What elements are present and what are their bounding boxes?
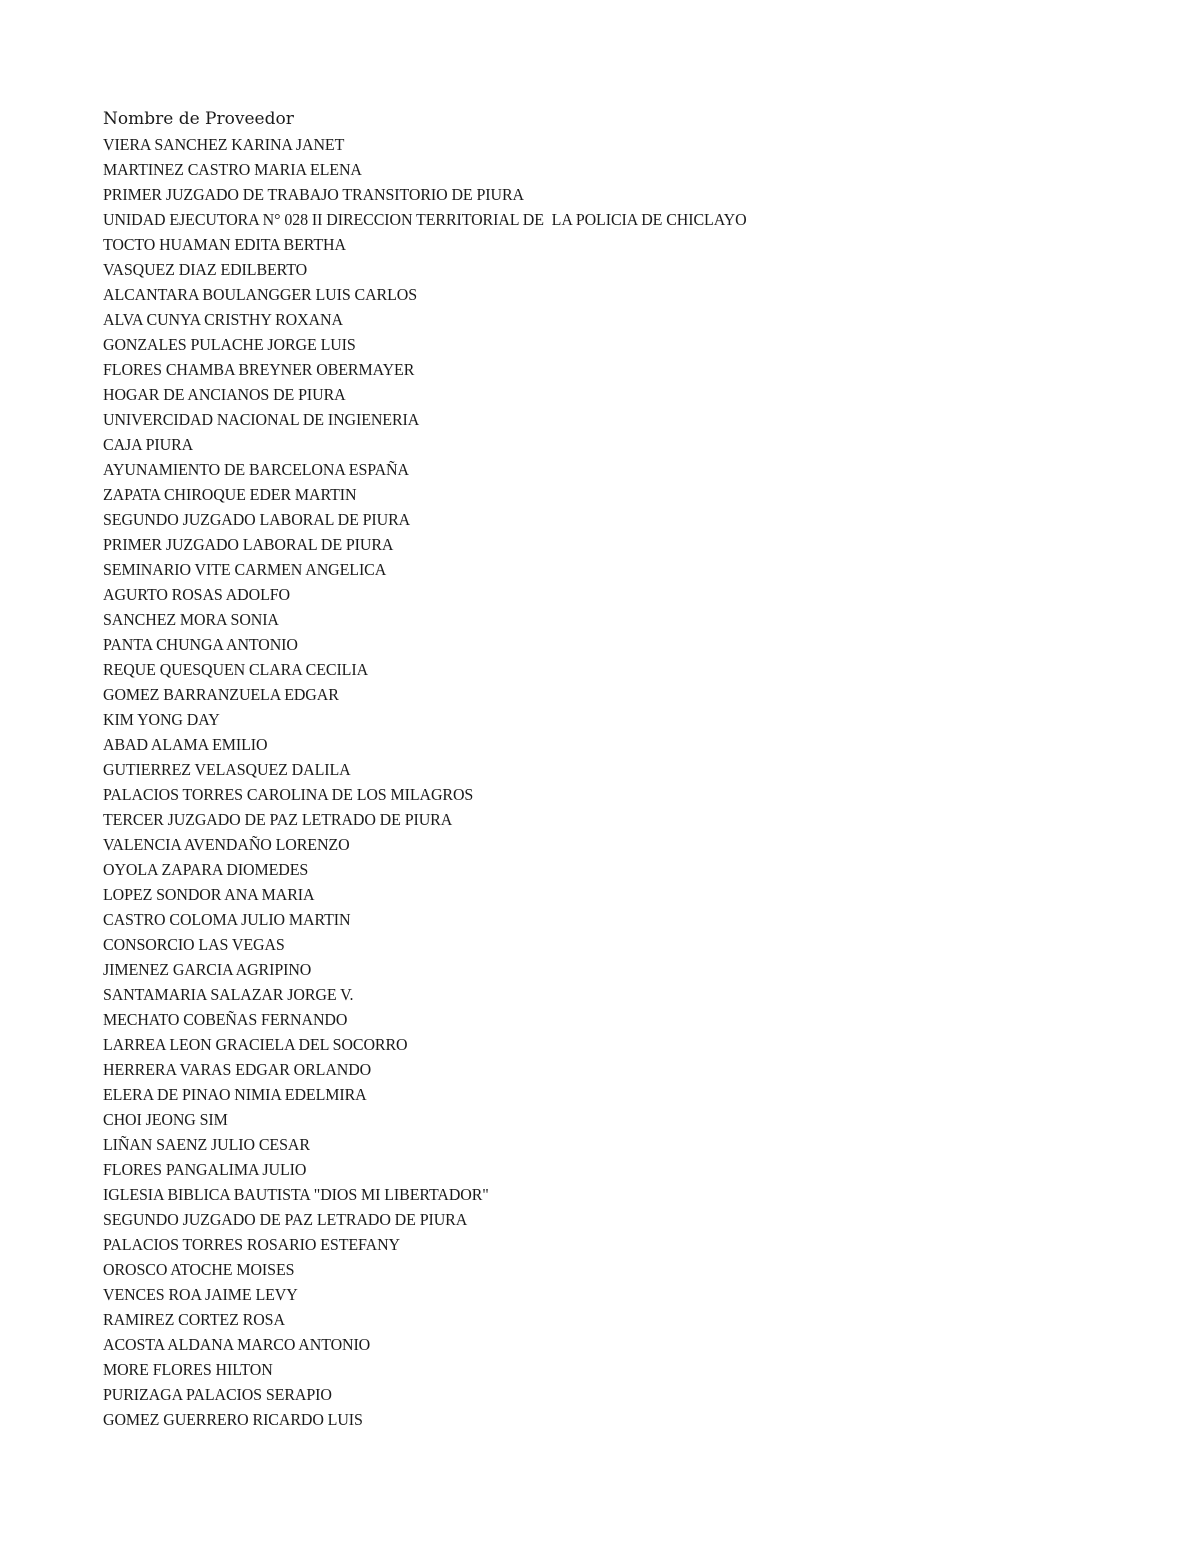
provider-name: HOGAR DE ANCIANOS DE PIURA	[103, 385, 346, 404]
provider-name: TERCER JUZGADO DE PAZ LETRADO DE PIURA	[103, 810, 453, 829]
provider-name: GOMEZ BARRANZUELA EDGAR	[103, 685, 339, 704]
provider-name: SEGUNDO JUZGADO DE PAZ LETRADO DE PIURA	[103, 1210, 468, 1229]
provider-name: UNIDAD EJECUTORA N° 028 II DIRECCION TERRITORIAL DE LA POLICIA DE CHICLAYO	[103, 210, 747, 229]
provider-name: PURIZAGA PALACIOS SERAPIO	[103, 1385, 332, 1404]
provider-name: SANTAMARIA SALAZAR JORGE V.	[103, 985, 354, 1004]
provider-name: OYOLA ZAPARA DIOMEDES	[103, 860, 309, 879]
provider-name: HERRERA VARAS EDGAR ORLANDO	[103, 1060, 372, 1079]
provider-name: UNIVERCIDAD NACIONAL DE INGIENERIA	[103, 410, 420, 429]
provider-name: CAJA PIURA	[103, 435, 194, 454]
provider-name: PRIMER JUZGADO DE TRABAJO TRANSITORIO DE PIURA	[103, 185, 524, 204]
provider-name: LARREA LEON GRACIELA DEL SOCORRO	[103, 1035, 408, 1054]
provider-name: VASQUEZ DIAZ EDILBERTO	[103, 260, 308, 279]
provider-name: RAMIREZ CORTEZ ROSA	[103, 1310, 285, 1329]
provider-name: ABAD ALAMA EMILIO	[103, 735, 268, 754]
provider-list	[103, 107, 788, 1432]
provider-name: ACOSTA ALDANA MARCO ANTONIO	[103, 1335, 371, 1354]
provider-name: ALCANTARA BOULANGGER LUIS CARLOS	[103, 285, 418, 304]
provider-name: VENCES ROA JAIME LEVY	[103, 1285, 298, 1304]
provider-name: GUTIERREZ VELASQUEZ DALILA	[103, 760, 351, 779]
provider-name: LIÑAN SAENZ JULIO CESAR	[103, 1135, 310, 1154]
provider-name: FLORES PANGALIMA JULIO	[103, 1160, 307, 1179]
provider-name: CHOI JEONG SIM	[103, 1110, 228, 1129]
provider-name: REQUE QUESQUEN CLARA CECILIA	[103, 660, 369, 679]
provider-name: PALACIOS TORRES ROSARIO ESTEFANY	[103, 1235, 400, 1254]
provider-rows	[103, 132, 788, 1432]
provider-name: SANCHEZ MORA SONIA	[103, 610, 279, 629]
provider-name: KIM YONG DAY	[103, 710, 220, 729]
provider-name: ALVA CUNYA CRISTHY ROXANA	[103, 310, 343, 329]
provider-name: PRIMER JUZGADO LABORAL DE PIURA	[103, 535, 394, 554]
provider-name: MECHATO COBEÑAS FERNANDO	[103, 1010, 348, 1029]
provider-name: JIMENEZ GARCIA AGRIPINO	[103, 960, 312, 979]
provider-name: CONSORCIO LAS VEGAS	[103, 935, 285, 954]
provider-name: LOPEZ SONDOR ANA MARIA	[103, 885, 315, 904]
provider-name: MARTINEZ CASTRO MARIA ELENA	[103, 160, 362, 179]
provider-name: GOMEZ GUERRERO RICARDO LUIS	[103, 1410, 363, 1429]
provider-name: PALACIOS TORRES CAROLINA DE LOS MILAGROS	[103, 785, 474, 804]
provider-name: ELERA DE PINAO NIMIA EDELMIRA	[103, 1085, 367, 1104]
provider-name: VIERA SANCHEZ KARINA JANET	[103, 135, 345, 154]
provider-name: VALENCIA AVENDAÑO LORENZO	[103, 835, 350, 854]
provider-name: AGURTO ROSAS ADOLFO	[103, 585, 290, 604]
provider-name: FLORES CHAMBA BREYNER OBERMAYER	[103, 360, 415, 379]
provider-name: ZAPATA CHIROQUE EDER MARTIN	[103, 485, 357, 504]
provider-name: CASTRO COLOMA JULIO MARTIN	[103, 910, 351, 929]
provider-name: OROSCO ATOCHE MOISES	[103, 1260, 295, 1279]
column-header: Nombre de Proveedor	[103, 109, 294, 129]
provider-name: TOCTO HUAMAN EDITA BERTHA	[103, 235, 346, 254]
provider-name: SEGUNDO JUZGADO LABORAL DE PIURA	[103, 510, 411, 529]
provider-name: GONZALES PULACHE JORGE LUIS	[103, 335, 356, 354]
provider-name: PANTA CHUNGA ANTONIO	[103, 635, 298, 654]
provider-name: IGLESIA BIBLICA BAUTISTA "DIOS MI LIBERTADOR"	[103, 1185, 489, 1204]
provider-name: AYUNAMIENTO DE BARCELONA ESPAÑA	[103, 460, 409, 479]
provider-name: MORE FLORES HILTON	[103, 1360, 273, 1379]
provider-name: SEMINARIO VITE CARMEN ANGELICA	[103, 560, 387, 579]
